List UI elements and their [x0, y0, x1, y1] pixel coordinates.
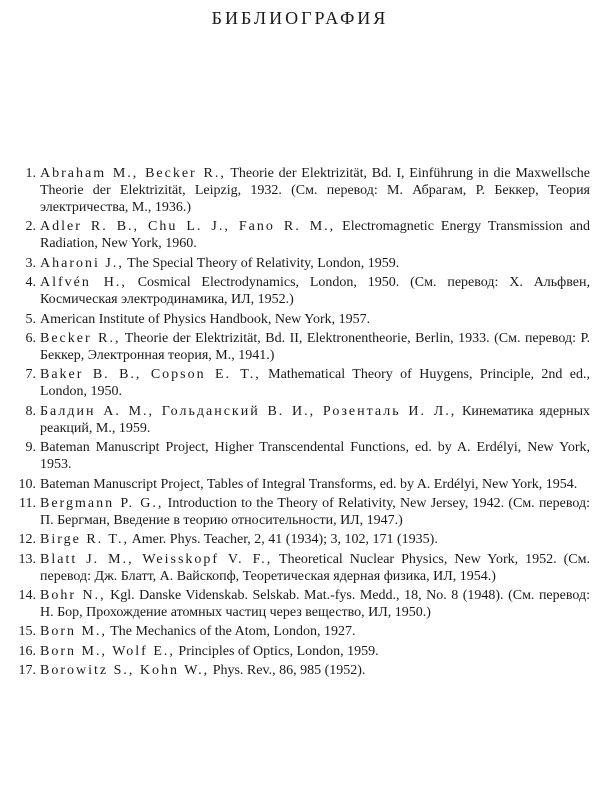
- entry-number: 6.: [25, 330, 36, 346]
- entry-number: 8.: [25, 403, 36, 419]
- bibliography-list: [14, 165, 590, 682]
- bibliography-entry: [14, 551, 590, 585]
- entry-authors: Borowitz S., Kohn W.,: [40, 663, 210, 679]
- entry-text: Bateman Manuscript Project, Tables of Integral Transforms, ed. by A. Erdélyi, New York, 1954.: [40, 476, 578, 492]
- entry-number: 4.: [25, 275, 36, 291]
- entry-number: 1.: [25, 166, 36, 181]
- entry-number: 3.: [25, 255, 36, 271]
- entry-number: 11.: [19, 495, 36, 511]
- bibliography-entry: [14, 311, 590, 328]
- entry-authors: Bergmann P. G.,: [40, 495, 164, 511]
- entry-number: 15.: [18, 624, 36, 640]
- entry-text: Phys. Rev., 86, 985 (1952).: [209, 663, 366, 679]
- bibliography-entry: [14, 643, 590, 660]
- page-title: БИБЛИОГРАФИЯ: [211, 8, 389, 28]
- bibliography-entry: [14, 531, 590, 548]
- entry-text: Cosmical Electrodynamics, London, 1950. (См. перевод: Х. Альфвен, Космическая электродинамика, ИЛ, 1952.): [40, 275, 590, 308]
- bibliography-entry: [14, 662, 590, 679]
- entry-text: Theorie der Elektrizität, Bd. II, Elektronentheorie, Berlin, 1933. (См. перевод: Р. Беккер, Электронная теория, М., 1941.): [40, 330, 591, 363]
- entry-text: Mathematical Theory of Huygens, Principle, 2nd ed., London, 1950.: [40, 367, 590, 400]
- entry-authors: Aharoni J.,: [40, 255, 124, 271]
- bibliography-entry: [14, 330, 590, 364]
- entry-text: The Special Theory of Relativity, London, 1959.: [123, 255, 400, 271]
- entry-authors: Балдин А. М., Гольданский В. И., Розенталь И. Л.,: [40, 403, 457, 419]
- entry-text: Introduction to the Theory of Relativity, New Jersey, 1942. (См. перевод: П. Бергман, Введение в теорию относительности, ИЛ, 1947.): [40, 495, 590, 528]
- bibliography-entry: [14, 587, 590, 621]
- entry-number: 2.: [25, 219, 36, 235]
- entry-number: 13.: [18, 551, 36, 567]
- entry-text: Electromagnetic Energy Transmission and Radiation, New York, 1960.: [40, 219, 590, 252]
- entry-number: 5.: [25, 311, 36, 327]
- entry-text: The Mechanics of the Atom, London, 1927.: [106, 624, 356, 640]
- entry-authors: Born M., Wolf E.,: [40, 643, 175, 659]
- entry-number: 16.: [18, 643, 36, 659]
- entry-number: 7.: [25, 367, 36, 383]
- entry-number: 12.: [18, 532, 36, 548]
- bibliography-entry: [14, 274, 590, 308]
- entry-number: 10.: [18, 476, 36, 492]
- bibliography-entry: [14, 366, 590, 400]
- bibliography-entry: [14, 218, 590, 252]
- bibliography-entry: [14, 476, 590, 493]
- entry-authors: Adler R. B., Chu L. J., Fano R. M.,: [40, 219, 336, 235]
- entry-text: Theorie der Elektrizität, Bd. I, Einführung in die Maxwellsche Theorie der Elektrizität, Leipzig, 1932. (См. перевод: М. Абрагам, Р. Беккер, Теория электричества, М., 1936.): [40, 166, 590, 215]
- entry-number: 17.: [18, 663, 36, 679]
- entry-text: American Institute of Physics Handbook, New York, 1957.: [40, 311, 371, 327]
- entry-text: Кинематика ядерных реакций, М., 1959.: [40, 403, 590, 436]
- bibliography-entry: [14, 623, 590, 640]
- entry-authors: Becker R.,: [40, 330, 121, 346]
- entry-authors: Bohr N.,: [40, 588, 106, 604]
- entry-authors: Birge R. T.,: [40, 532, 129, 548]
- entry-text: Bateman Manuscript Project, Higher Transcendental Functions, ed. by A. Erdélyi, New York, 1953.: [40, 440, 590, 473]
- bibliography-entry: [14, 439, 590, 473]
- entry-text: Kgl. Danske Videnskab. Selskab. Mat.-fys. Medd., 18, No. 8 (1948). (См. перевод: Н. Бор, Прохождение атомных частиц через вещество, ИЛ, 1950.): [40, 588, 590, 621]
- entry-number: 9.: [25, 440, 36, 456]
- entry-number: 14.: [18, 588, 36, 604]
- bibliography-entry: [14, 403, 590, 437]
- entry-text: Principles of Optics, London, 1959.: [174, 643, 379, 659]
- bibliography-entry: [14, 165, 590, 216]
- entry-authors: Born M.,: [40, 624, 107, 640]
- bibliography-entry: [14, 495, 590, 529]
- entry-authors: Blatt J. M., Weisskopf V. F.,: [40, 551, 273, 567]
- entry-text: Amer. Phys. Teacher, 2, 41 (1934); 3, 102, 171 (1935).: [128, 532, 438, 548]
- entry-authors: Baker B. B., Copson E. T.,: [40, 367, 261, 383]
- bibliography-entry: [14, 255, 590, 272]
- entry-text: Theoretical Nuclear Physics, New York, 1952. (См. перевод: Дж. Блатт, А. Вайскопф, Теоретическая ядерная физика, ИЛ, 1954.): [40, 551, 590, 584]
- entry-authors: Abraham M., Becker R.,: [40, 166, 226, 181]
- entry-authors: Alfvén H.,: [40, 275, 127, 291]
